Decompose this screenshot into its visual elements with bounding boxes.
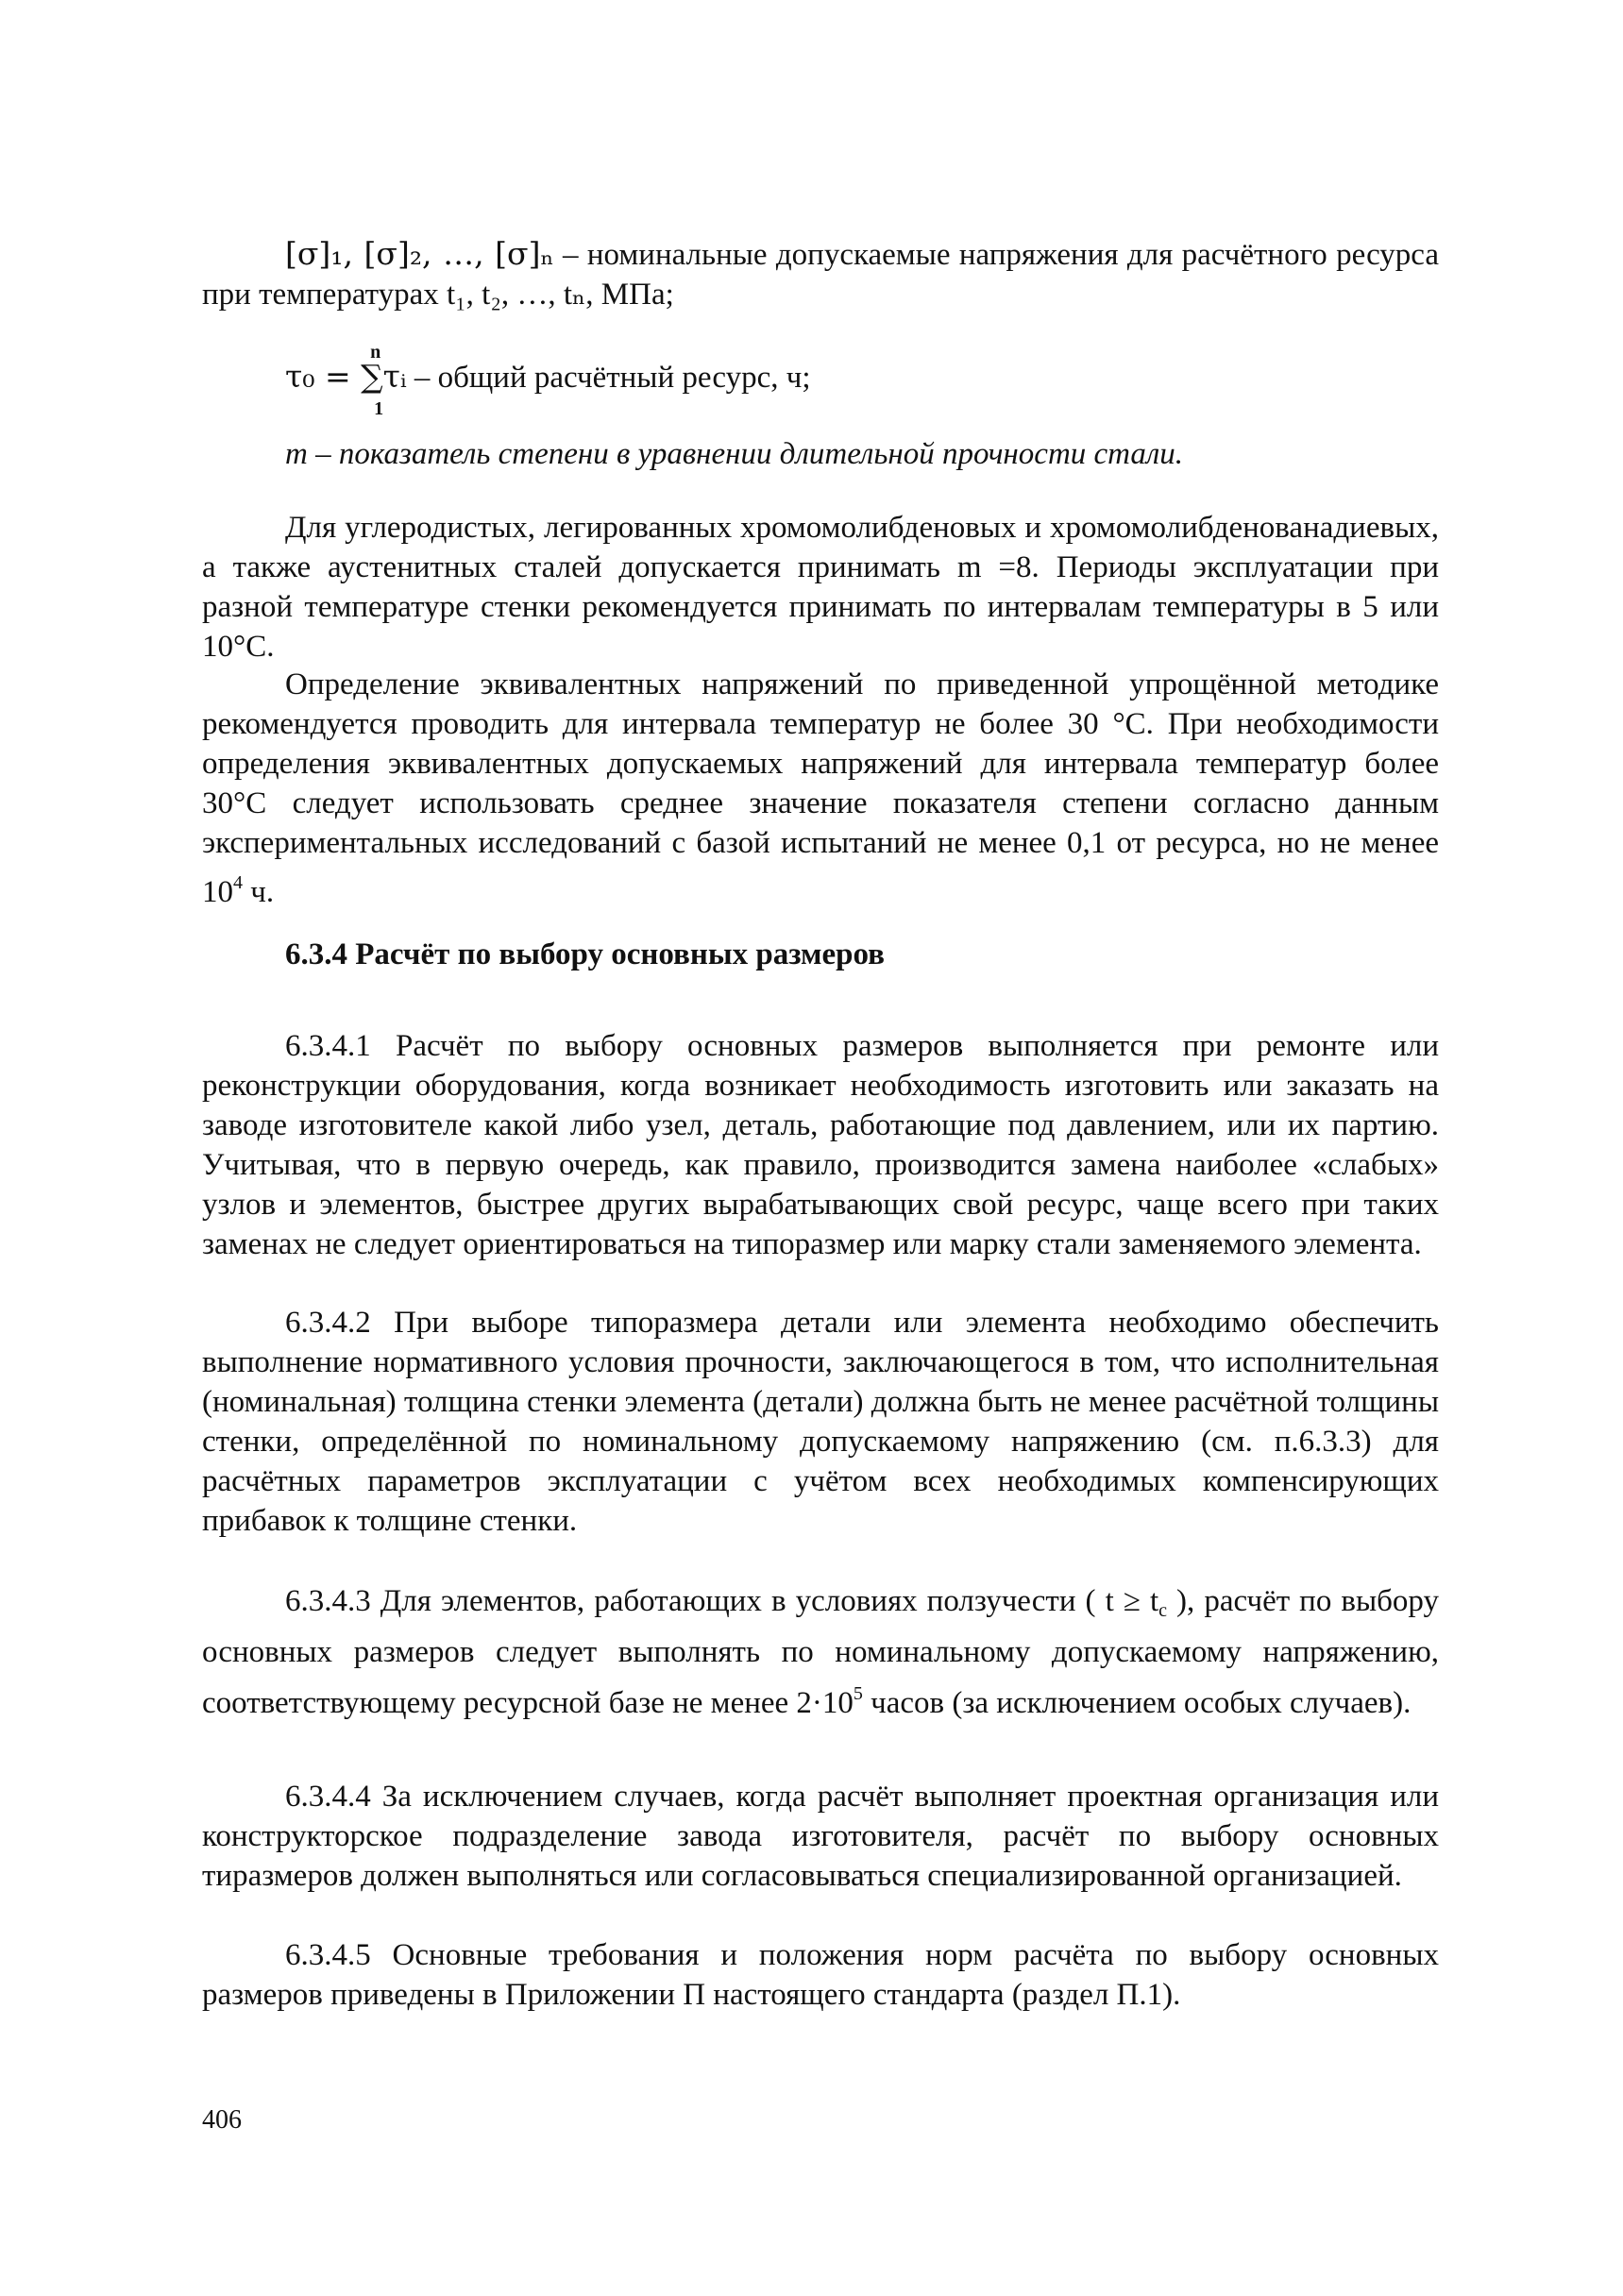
tau-lhs: τ₀ = bbox=[285, 358, 362, 395]
p2-superscript: 4 bbox=[233, 872, 243, 893]
p5-subscript: c bbox=[1158, 1600, 1168, 1621]
paragraph-6-3-4-3 bbox=[202, 1580, 1439, 1724]
paragraph-equivalent-stress bbox=[202, 665, 1439, 912]
tau-formula bbox=[285, 342, 811, 419]
page-number: 406 bbox=[202, 2105, 242, 2135]
p2-text-end: ч. bbox=[243, 875, 275, 909]
p2-text: Определение эквивалентных напряжений по приведенной упрощённой методике рекомендуется проводить для интервала температур не более 30 °С. При необходимости определения эквивалентных допускаемых напряжений для интервала температур более 30°С следует использовать среднее значение показателя степени согласно данным экспериментальных исследований с базой испытаний не менее 0,1 от ресурса, но не менее 10 bbox=[202, 667, 1439, 909]
sigma-definition bbox=[202, 234, 1439, 314]
paragraph-steels: Для углеродистых, легированных хромомолибденовых и хромомолибденованадиевых, а также аустенитных сталей допускается принимать m =8. Периоды эксплуатации при разной температуре стенки рекомендуется принимать по интервалам температуры в 5 или 10°С. bbox=[202, 511, 1439, 664]
p5-text-end: часов (за исключением особых случаев). bbox=[862, 1686, 1412, 1720]
sum-upper-limit: n bbox=[370, 342, 381, 363]
paragraph-6-3-4-5: 6.3.4.5 Основные требования и положения норм расчёта по выбору основных размеров приведены в Приложении П настоящего стандарта (раздел П.1). bbox=[202, 1938, 1439, 2012]
paragraph-6-3-4-2: 6.3.4.2 При выборе типоразмера детали или элемента необходимо обеспечить выполнение нормативного условия прочности, заключающегося в том, что исполнительная (номинальная) толщина стенки элемента (детали) должна быть не менее расчётной толщины стенки, определённой по номинальному допускаемому напряжению (см. п.6.3.3) для расчётных параметров эксплуатации с учётом всех необходимых компенсирующих прибавок к толщине стенки. bbox=[202, 1306, 1439, 1538]
sum-body: ∑τᵢ bbox=[361, 358, 407, 395]
sum-operator bbox=[361, 342, 407, 419]
p5-superscript: 5 bbox=[853, 1683, 863, 1704]
m-definition: m – показатель степени в уравнении длительной прочности стали. bbox=[285, 437, 1184, 471]
p5-text-mid: ), расчёт по выбору основных размеров следует выполнять по номинальному допускаемому напряжению, соответствующему ресурсной базе не менее 2·10 bbox=[202, 1584, 1439, 1720]
p5-text: 6.3.4.3 Для элементов, работающих в условиях ползучести ( t ≥ t bbox=[285, 1584, 1159, 1618]
sigma-description: – номинальные допускаемые напряжения для расчётного ресурса при температурах t₁, t₂, …, tₙ, МПа; bbox=[202, 238, 1440, 312]
sum-lower-limit: 1 bbox=[374, 398, 384, 419]
tau-description: – общий расчётный ресурс, ч; bbox=[406, 361, 811, 395]
section-heading: 6.3.4 Расчёт по выбору основных размеров bbox=[285, 937, 886, 971]
sigma-symbols: [σ]₁, [σ]₂, …, [σ]ₙ bbox=[285, 235, 554, 272]
paragraph-6-3-4-1: 6.3.4.1 Расчёт по выбору основных размеров выполняется при ремонте или реконструкции оборудования, когда возникает необходимость изготовить или заказать на заводе изготовителе какой либо узел, деталь, работающие под давлением, или их партию. Учитывая, что в первую очередь, как правило, производится замена наиболее «слабых» узлов и элементов, быстрее других вырабатывающих свой ресурс, чаще всего при таких заменах не следует ориентироваться на типоразмер или марку стали заменяемого элемента. bbox=[202, 1029, 1439, 1261]
paragraph-6-3-4-4: 6.3.4.4 За исключением случаев, когда расчёт выполняет проектная организация или конструкторское подразделение завода изготовителя, расчёт по выбору основных тиразмеров должен выполняться или согласовываться специализированной организацией. bbox=[202, 1780, 1439, 1893]
